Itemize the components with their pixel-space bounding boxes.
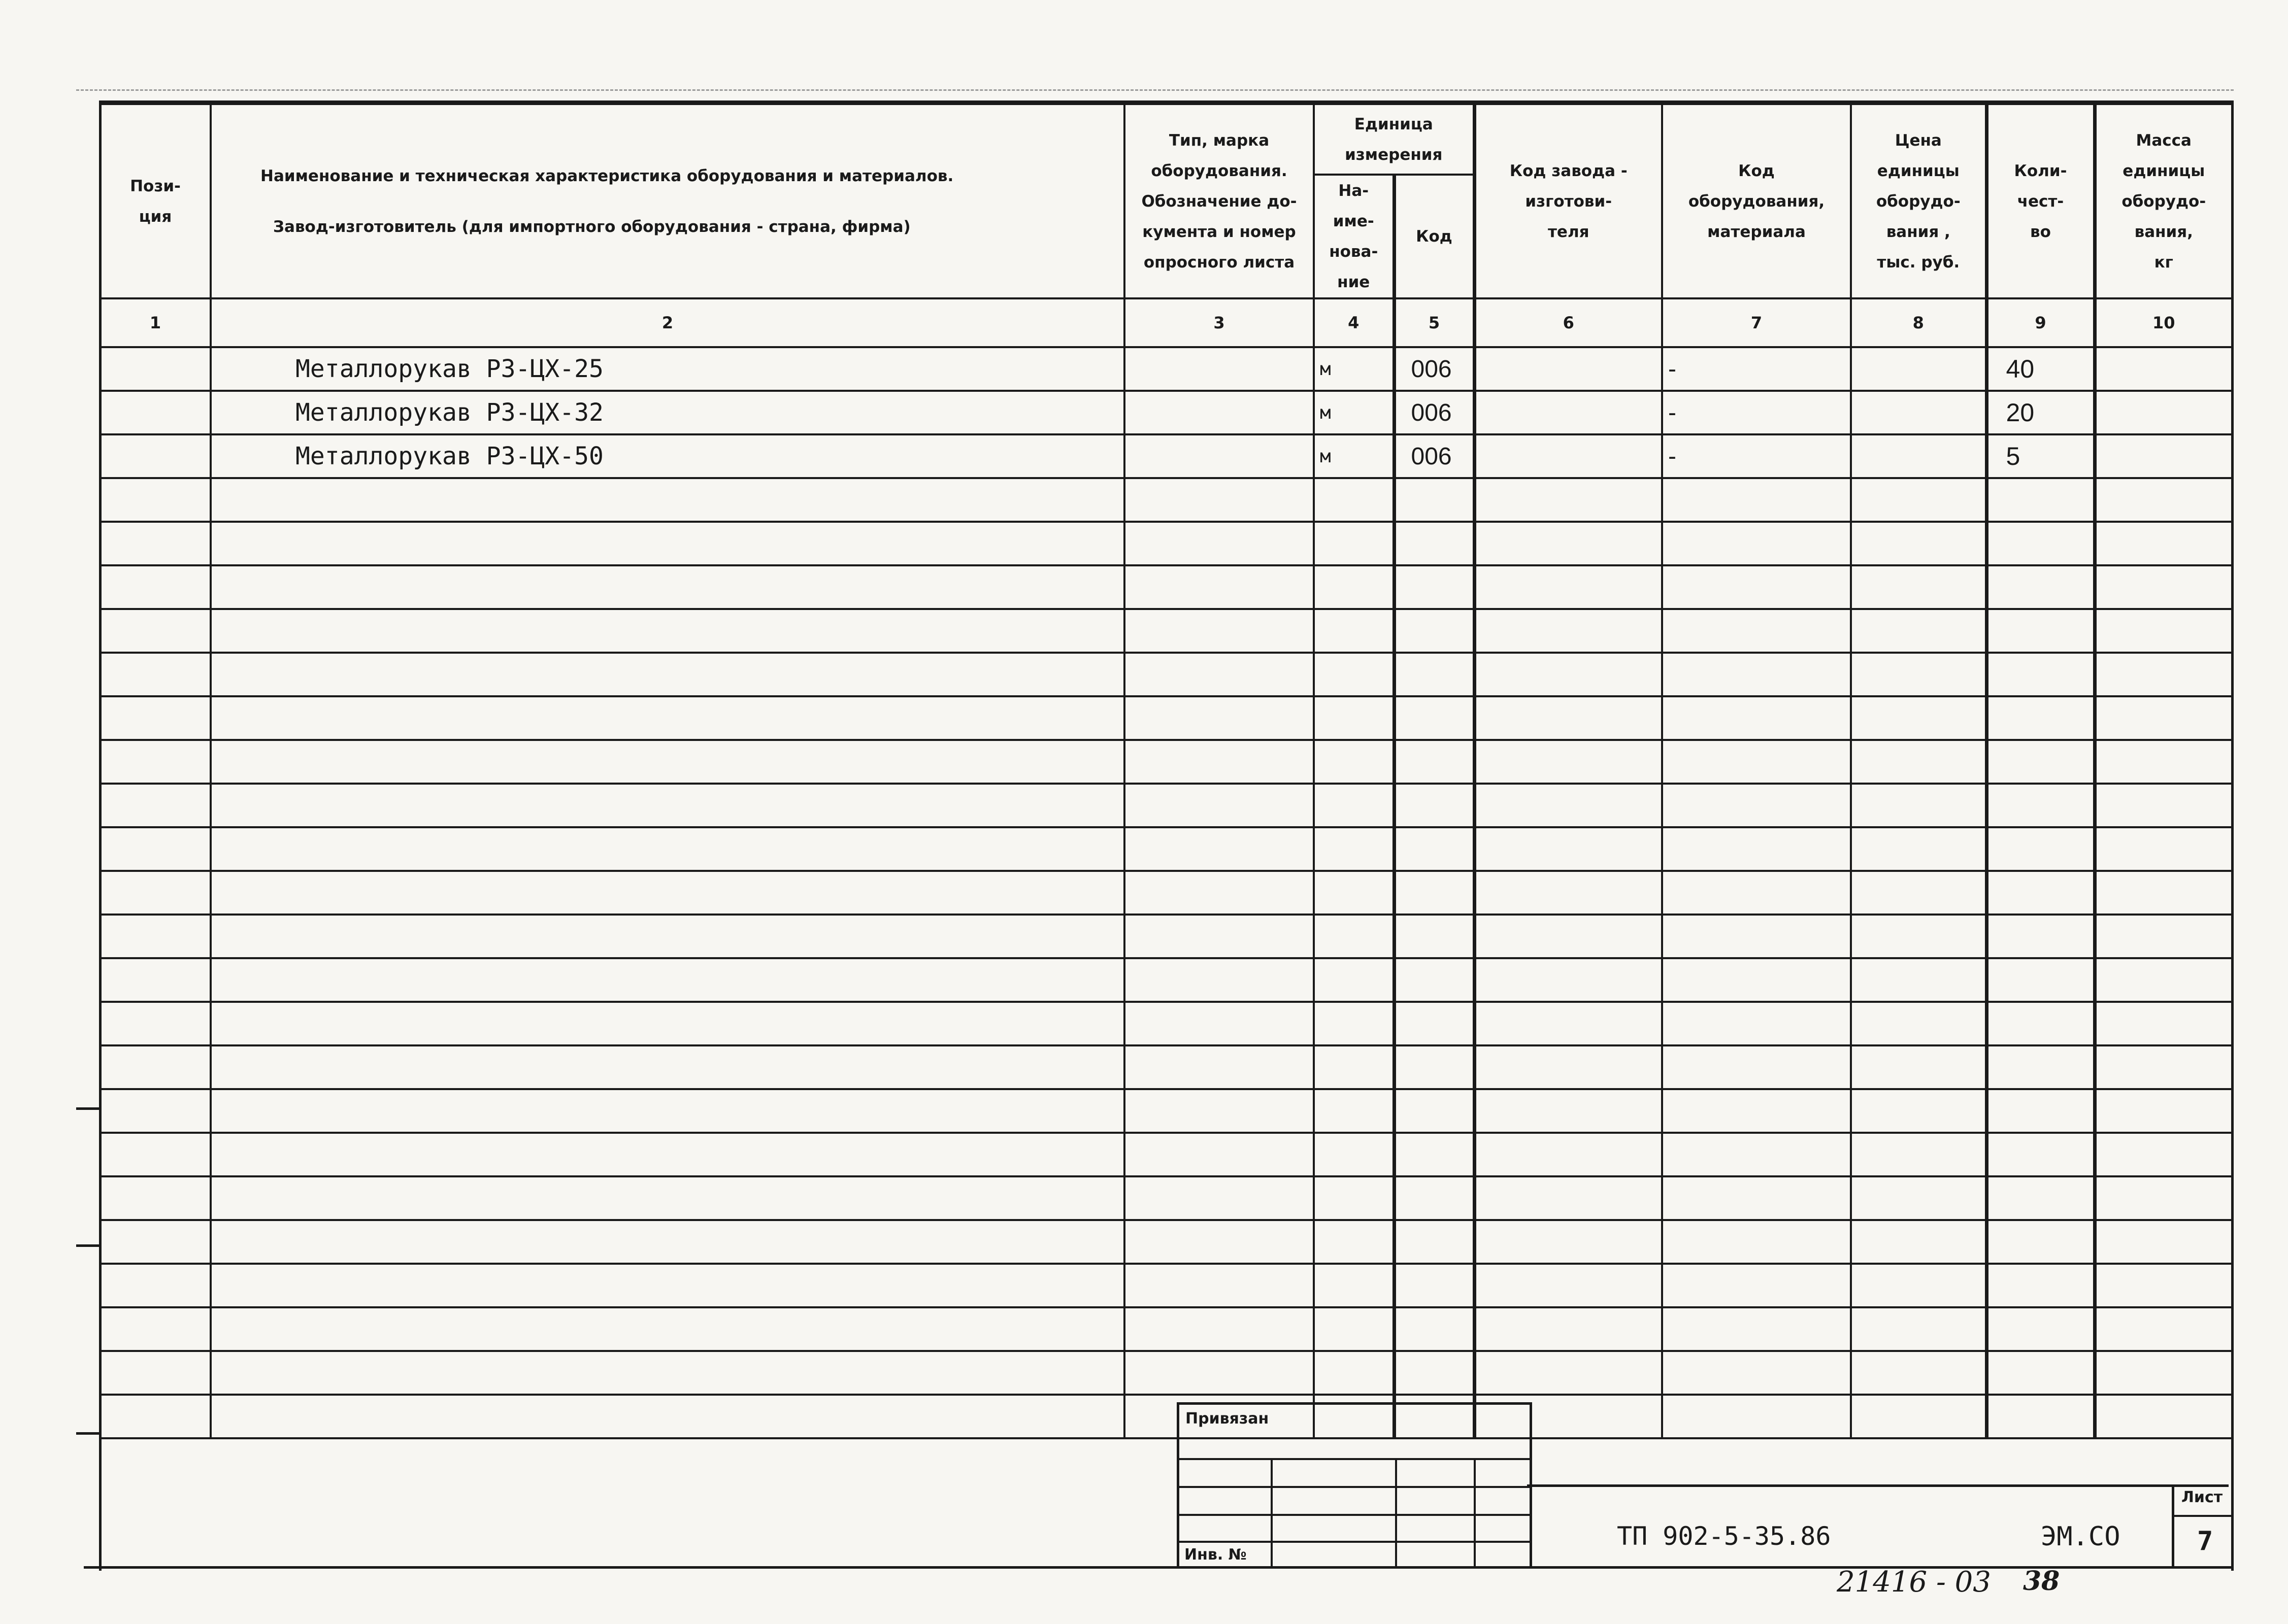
table-row <box>100 434 2232 478</box>
column-number: 7 <box>1662 298 1851 347</box>
sheet-number: 7 <box>2197 1526 2213 1557</box>
cell-factory-code <box>1474 434 1662 478</box>
title-block-line <box>1527 1484 2229 1487</box>
column-number: 9 <box>1986 298 2095 347</box>
cell-mass <box>2095 391 2232 434</box>
column-number: 4 <box>1314 298 1394 347</box>
cell-quantity: 20 <box>1986 391 2095 434</box>
header-position: Пози- ция <box>100 104 211 298</box>
document-code: ЭМ.СО <box>2041 1521 2120 1552</box>
cell-mass <box>2095 347 2232 391</box>
cell-unit: м <box>1314 391 1394 434</box>
table-row-empty <box>100 958 2232 1002</box>
header-mass: Масса единицы оборудо- вания, кг <box>2095 104 2232 298</box>
table-row-empty <box>100 1264 2232 1307</box>
document-number: ТП 902-5-35.86 <box>1617 1521 1831 1551</box>
cell-position <box>100 391 211 434</box>
table-row-empty <box>100 478 2232 522</box>
table-row-empty <box>100 1176 2232 1220</box>
table-row-empty <box>100 784 2232 827</box>
cell-name: Металлорукав РЗ-ЦХ-32 <box>211 391 1124 434</box>
cell-quantity: 5 <box>1986 434 2095 478</box>
column-number: 5 <box>1394 298 1474 347</box>
cell-factory-code <box>1474 347 1662 391</box>
column-number: 10 <box>2095 298 2232 347</box>
cell-material-code: - <box>1662 391 1851 434</box>
cell-material-code: - <box>1662 347 1851 391</box>
cell-material-code: - <box>1662 434 1851 478</box>
cell-position <box>100 347 211 391</box>
column-number: 3 <box>1124 298 1314 347</box>
handwritten-extra: 38 <box>2023 1566 2060 1597</box>
header-row <box>100 104 2232 175</box>
table-row-empty <box>100 522 2232 565</box>
inventory-label: Инв. № <box>1184 1546 1247 1564</box>
table-row-empty <box>100 565 2232 609</box>
cell-price <box>1851 434 1986 478</box>
sheet-number-box <box>2172 1484 2231 1566</box>
cell-name: Металлорукав РЗ-ЦХ-25 <box>211 347 1124 391</box>
header-type: Тип, марка оборудования. Обозначение до- кумента и номер опросного листа <box>1124 104 1314 298</box>
table-row-empty <box>100 827 2232 871</box>
table-row-empty <box>100 1089 2232 1133</box>
header-unit-name: На- име- нова- ние <box>1314 175 1394 298</box>
table-row-empty <box>100 1220 2232 1264</box>
table-row-empty <box>100 1002 2232 1045</box>
header-material-code: Код оборудования, материала <box>1662 104 1851 298</box>
margin-tick <box>76 1432 101 1435</box>
header-name: Наименование и техническая характеристика оборудования и материалов. Завод-изготовитель (для импортного оборудования - страна, фирма) <box>211 104 1124 298</box>
header-factory-code: Код завода - изготови- теля <box>1474 104 1662 298</box>
handwritten-number: 21416 - 03 <box>1837 1566 1991 1599</box>
table-row-empty <box>100 915 2232 958</box>
cell-position <box>100 434 211 478</box>
cell-unit-code: 006 <box>1394 391 1474 434</box>
cell-price <box>1851 391 1986 434</box>
table-row-empty <box>100 653 2232 696</box>
table-row <box>100 391 2232 434</box>
table-row-empty <box>100 1133 2232 1176</box>
margin-tick <box>76 1107 101 1110</box>
column-number: 2 <box>211 298 1124 347</box>
cell-unit: м <box>1314 434 1394 478</box>
column-numbers-row <box>100 298 2232 347</box>
table-row-empty <box>100 1351 2232 1395</box>
cell-name: Металлорукав РЗ-ЦХ-50 <box>211 434 1124 478</box>
table-row <box>100 347 2232 391</box>
cell-quantity: 40 <box>1986 347 2095 391</box>
cell-unit: м <box>1314 347 1394 391</box>
table-row-empty <box>100 609 2232 653</box>
attached-label: Привязан <box>1185 1410 1269 1428</box>
specification-table <box>99 103 2233 1439</box>
column-number: 8 <box>1851 298 1986 347</box>
header-price: Цена единицы оборудо- вания , тыс. руб. <box>1851 104 1986 298</box>
table-row-empty <box>100 1045 2232 1089</box>
cell-type <box>1124 391 1314 434</box>
sheet-label: Лист <box>2181 1488 2223 1506</box>
cell-unit-code: 006 <box>1394 434 1474 478</box>
column-number: 1 <box>100 298 211 347</box>
column-number: 6 <box>1474 298 1662 347</box>
cell-mass <box>2095 434 2232 478</box>
table-row-empty <box>100 1307 2232 1351</box>
attachment-stamp <box>1177 1402 1532 1569</box>
top-margin-line <box>76 89 2234 91</box>
table-row-empty <box>100 740 2232 784</box>
table-row-empty <box>100 871 2232 915</box>
cell-price <box>1851 347 1986 391</box>
cell-unit-code: 006 <box>1394 347 1474 391</box>
header-unit-group: Единица измерения <box>1314 104 1474 175</box>
cell-factory-code <box>1474 391 1662 434</box>
margin-tick <box>76 1244 101 1247</box>
table-row-empty <box>100 1395 2232 1438</box>
table-row-empty <box>100 696 2232 740</box>
cell-type <box>1124 347 1314 391</box>
header-quantity: Коли- чест- во <box>1986 104 2095 298</box>
cell-type <box>1124 434 1314 478</box>
header-unit-code: Код <box>1394 175 1474 298</box>
